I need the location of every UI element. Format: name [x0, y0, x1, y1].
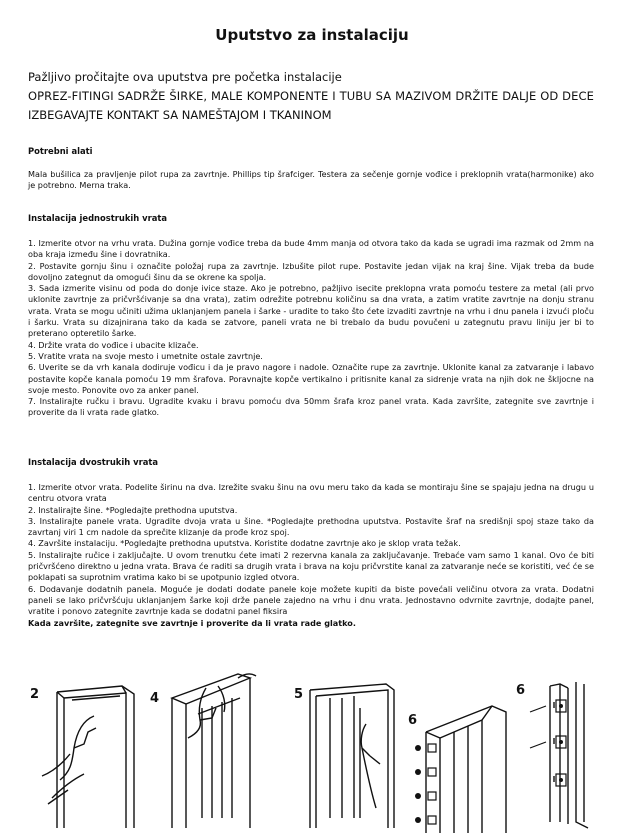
single-step-7: 7. Instalirajte ručku i bravu. Ugradite kvaku i bravu pomoću dva 50mm šrafa kroz panel vrata. Kada završite, zategnite sve zavrtnje i proverite da li vrata rade glatko. — [28, 396, 594, 418]
figure-label-6a: 6 — [408, 713, 418, 728]
figure-label-5: 5 — [294, 687, 304, 702]
single-door-steps — [28, 238, 594, 419]
double-step-6: 6. Dodavanje dodatnih panela. Moguće je dodati dodate panele koje možete kupiti da biste povećali veličinu otvora za vrata. Dodatni paneli se lako pričvršćuju uklanjanjem šarke koji drže panele zajedno na vrhu i dnu vrata. Jednostavno odvrnite zavrtnje, dodajte panel, vratite i ponovo zategnite zavrtnje kada se dodatni panel fiksira — [28, 583, 594, 617]
double-door-steps — [28, 482, 594, 629]
intro-notice: Pažljivo pročitajte ova uputstva pre početka instalacije — [28, 70, 342, 84]
contact-warning: IZBEGAVAJTE KONTAKT SA NAMEŠTAJOM I TKANINOM — [28, 108, 332, 122]
page-title: Uputstvo za instalaciju — [215, 26, 409, 44]
double-door-heading: Instalacija dvostrukih vrata — [28, 457, 159, 467]
figure-label-6b: 6 — [516, 683, 526, 698]
double-step-2: 2. Instalirajte šine. *Pogledajte prethodna uputstva. — [28, 504, 238, 515]
single-door-heading: Instalacija jednostrukih vrata — [28, 213, 168, 223]
figure-step-5 — [290, 668, 405, 828]
single-step-3: 3. Sada izmerite visinu od poda do donje ivice staze. Ako je potrebno, pažljivo isecite preklopna vrata pomoću testere za metal (ali prvo uklonite zavrtnje za pričvršćivanje sa dna vrata), zatim odrežite potrebnu količinu sa dna vrata, a zatim vratite zavrtnje na donju stranu vrata. Vrata se mogu učiniti užima uklanjanjem panela i šarke - uradite to tako što ćete izvaditi zavrtnje na vrhu i dnu panela i izvući ploču i šarku. Vrata su dizajnirana tako da kada se zatvore, paneli vrata ne bi trebalo da budu povučeni u zategnutu pravu liniju jer bi to preterano opteretilo šarke. — [28, 283, 594, 339]
double-step-4: 4. Završite instalaciju. *Pogledajte prethodna uputstva. Koristite dodatne zavrtnje ako je sklop vrata težak. — [28, 538, 461, 549]
double-step-5: 5. Instalirajte ručice i zaključajte. U ovom trenutku ćete imati 2 rezervna kanala za zaključavanje. Trebaće vam samo 1 kanal. Ovo će biti pričvršćeno direktno u jedna vrata. Brava će raditi sa drugih vrata i brava na koju pričvrstite kanal za zatvaranje neće se koristiti, već će se poklapati sa suprotnim vratima kako bi se upotpunio izgled otvora. — [28, 549, 594, 583]
figure-step-6-channel — [510, 672, 600, 832]
caution-warning: OPREZ-FITINGI SADRŽE ŠIRKE, MALE KOMPONENTE I TUBU SA MAZIVOM DRŽITE DALJE OD DECE — [28, 89, 594, 103]
figure-step-2 — [22, 668, 142, 828]
installation-illustrations — [22, 668, 602, 833]
tools-heading: Potrebni alati — [28, 146, 93, 156]
single-step-2: 2. Postavite gornju šinu i označite položaj rupa za zavrtnje. Izbušite pilot rupe. Postavite jedan vijak na kraj šine. Vijak treba da bude dovoljno zategnut da omogući šinu da se okrene ka spolja. — [28, 260, 594, 282]
single-step-5: 5. Vratite vrata na svoje mesto i umetnite ostale zavrtnje. — [28, 350, 263, 361]
figure-step-6-panels — [402, 698, 512, 833]
tools-text: Mala bušilica za pravljenje pilot rupa za zavrtnje. Phillips tip šrafciger. Testera za sečenje gornje vođice i preklopnih vrata(harmonike) ako je potrebno. Merna traka. — [28, 169, 594, 191]
double-step-3: 3. Instalirajte panele vrata. Ugradite dvoja vrata u šine. *Pogledajte prethodna uputstva. Postavite šraf na središnji spoj staze tako da zavrtanj viri 1 cm nadole da sprečite klizanje da prođe kroz spoj. — [28, 515, 594, 538]
figure-step-4 — [142, 668, 272, 828]
single-step-6: 6. Uverite se da vrh kanala dodiruje vođicu i da je pravo nagore i nadole. Označite rupe za zavrtnje. Uklonite kanal za zatvaranje i labavo postavite kopče kanala pomoću 19 mm šrafova. Poravnajte kopče vertikalno i pritisnite kanal za sidrenje vrata na njih dok ne škljocne na svoje mesto. Ponovite ovo za anker panel. — [28, 362, 594, 395]
single-step-1: 1. Izmerite otvor na vrhu vrata. Dužina gornje vođice treba da bude 4mm manja od otvora tako da kada se ugradi ima razmak od 2mm na oba kraja između šine i dovratnika. — [28, 238, 594, 260]
figure-label-2: 2 — [30, 687, 40, 702]
double-step-1: 1. Izmerite otvor vrata. Podelite širinu na dva. Izrežite svaku šinu na ovu meru tako da kada se montiraju šine se spajaju jedna na drugu u centru otvora vrata — [28, 482, 594, 504]
double-final-note: Kada završite, zategnite sve zavrtnje i proverite da li vrata rade glatko. — [28, 617, 356, 628]
single-step-4: 4. Držite vrata do vođice i ubacite klizače. — [28, 339, 199, 350]
figure-label-4: 4 — [150, 691, 160, 706]
